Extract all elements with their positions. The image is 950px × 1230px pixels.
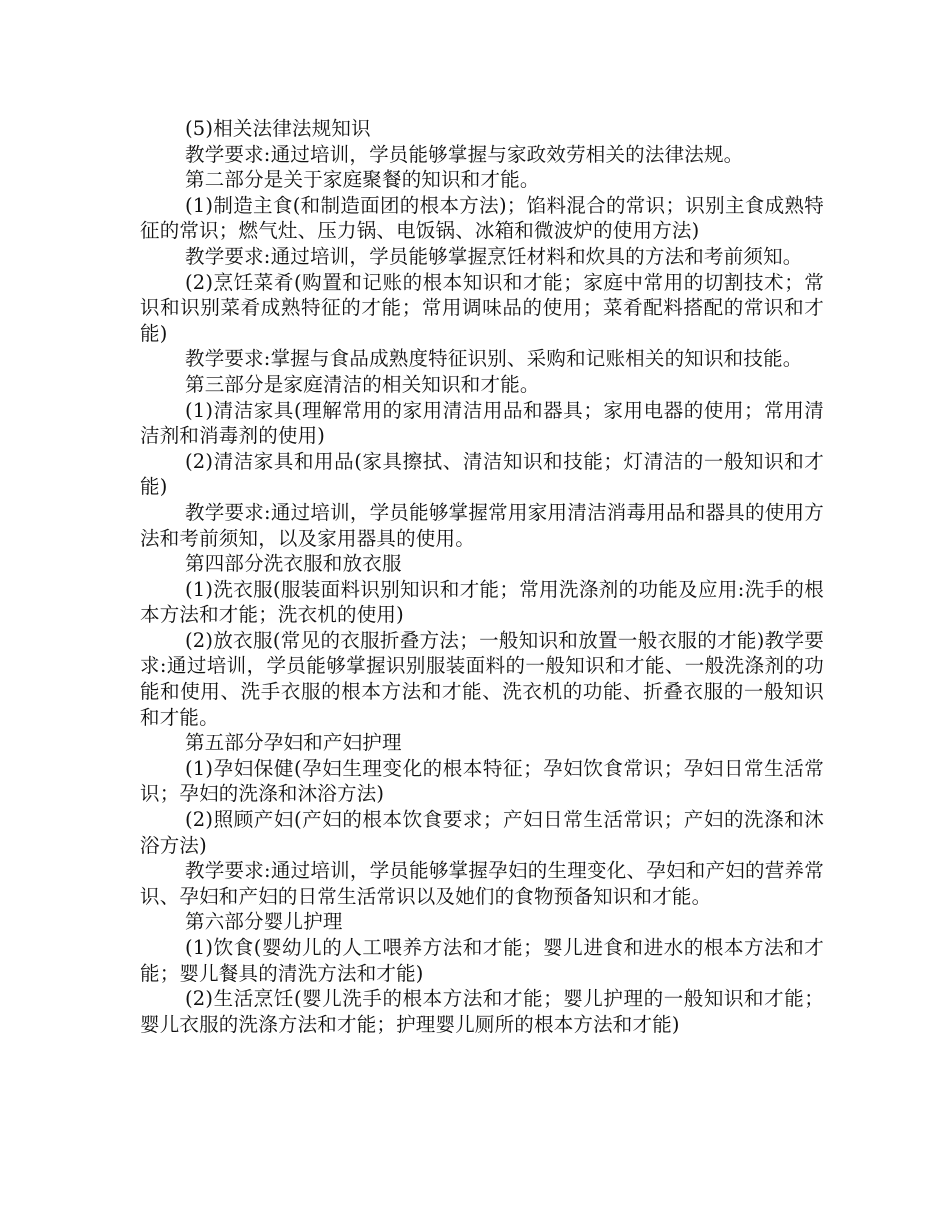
- part-four-heading: 第四部分洗衣服和放衣服: [185, 552, 402, 576]
- part-two-heading: 第二部分是关于家庭聚餐的知识和才能。: [185, 168, 540, 192]
- part-three-heading: 第三部分是家庭清洁的相关知识和才能。: [185, 372, 540, 396]
- teaching-requirement-paragraph: 教学要求:通过培训，学员能够掌握常用家用清洁消毒用品和器具的使用方法和考前须知，以及家用器具的使用。: [140, 500, 824, 550]
- pregnancy-care-paragraph: (1)孕妇保健(孕妇生理变化的根本特征；孕妇饮食常识；孕妇日常生活常识；孕妇的洗涤和沐浴方法): [140, 756, 824, 806]
- infant-feeding-paragraph: (1)饮食(婴幼儿的人工喂养方法和才能；婴儿进食和进水的根本方法和才能；婴儿餐具的清洗方法和才能): [140, 936, 824, 985]
- part-six-heading: 第六部分婴儿护理: [185, 910, 343, 934]
- infant-daily-care-paragraph: (2)生活烹饪(婴儿洗手的根本方法和才能；婴儿护理的一般知识和才能；婴儿衣服的洗涤方法和才能；护理婴儿厕所的根本方法和才能): [140, 987, 824, 1036]
- teaching-requirement-paragraph: 教学要求:通过培训，学员能够掌握烹饪材料和炊具的方法和考前须知。: [185, 244, 803, 268]
- clean-furniture-paragraph: (1)清洁家具(理解常用的家用清洁用品和器具；家用电器的使用；常用清洁剂和消毒剂的使用): [140, 398, 824, 448]
- storing-clothes-paragraph: (2)放衣服(常见的衣服折叠方法；一般知识和放置一般衣服的才能)教学要求:通过培训，学员能够掌握识别服装面料的一般知识和才能、一般洗涤剂的功能和使用、洗手衣服的根本方法和才能、洗衣机的功能、折叠衣服的一般知识和才能。: [140, 628, 824, 729]
- document-body: [140, 116, 824, 1037]
- staple-food-paragraph: (1)制造主食(和制造面团的根本方法)；馅料混合的常识；识别主食成熟特征的常识；燃气灶、压力锅、电饭锅、冰箱和微波炉的使用方法): [140, 193, 824, 243]
- clean-furniture-supplies-paragraph: (2)清洁家具和用品(家具擦拭、清洁知识和技能；灯清洁的一般知识和才能): [140, 449, 824, 499]
- maternal-care-paragraph: (2)照顾产妇(产妇的根本饮食要求；产妇日常生活常识；产妇的洗涤和沐浴方法): [140, 808, 824, 857]
- part-five-heading: 第五部分孕妇和产妇护理: [185, 731, 402, 755]
- teaching-requirement-paragraph: 教学要求:通过培训，学员能够掌握与家政效劳相关的法律法规。: [185, 142, 744, 166]
- teaching-requirement-paragraph: 教学要求:掌握与食品成熟度特征识别、采购和记账相关的知识和技能。: [185, 347, 803, 371]
- section-heading-law-knowledge: (5)相关法律法规知识: [185, 117, 371, 140]
- teaching-requirement-paragraph: 教学要求:通过培训，学员能够掌握孕妇的生理变化、孕妇和产妇的营养常识、孕妇和产妇的日常生活常识以及她们的食物预备知识和才能。: [140, 859, 824, 908]
- cooking-dishes-paragraph: (2)烹饪菜肴(购置和记账的根本知识和才能；家庭中常用的切割技术；常识和识别菜肴成熟特征的才能；常用调味品的使用；菜肴配料搭配的常识和才能): [140, 270, 824, 345]
- washing-clothes-paragraph: (1)洗衣服(服装面料识别知识和才能；常用洗涤剂的功能及应用:洗手的根本方法和才能；洗衣机的使用): [140, 577, 824, 627]
